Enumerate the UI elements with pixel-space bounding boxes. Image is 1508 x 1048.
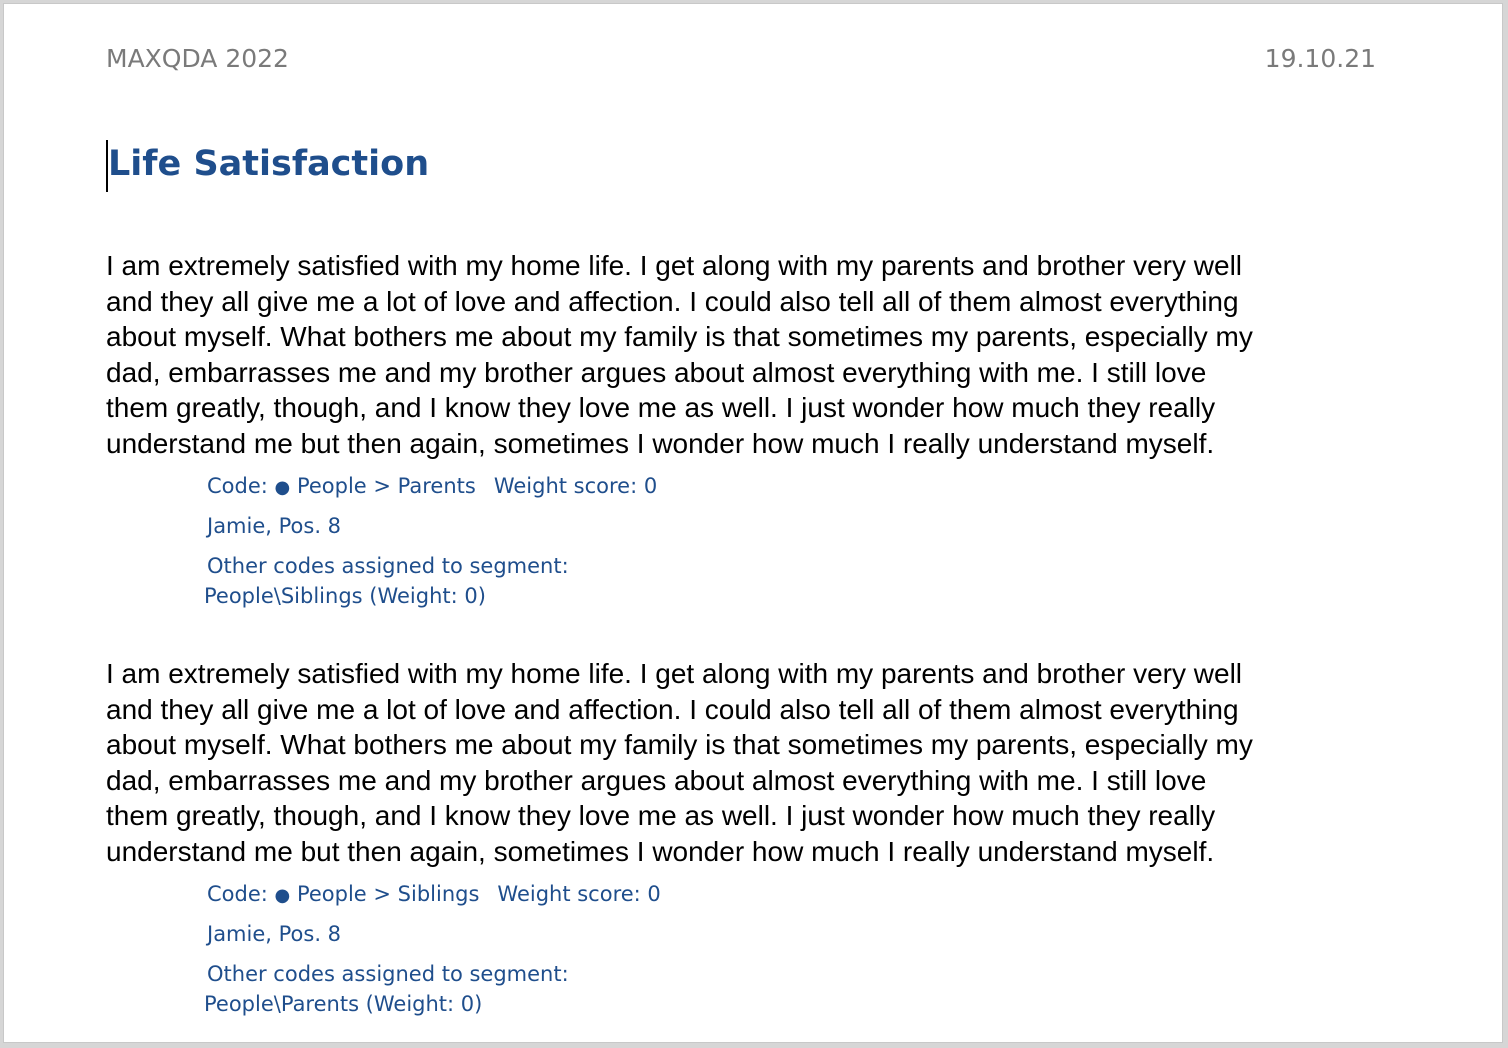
segment-line: and they all give me a lot of love and affection. I could also tell all of them almost everything <box>106 285 1239 317</box>
code-prefix: Code: <box>207 882 268 906</box>
segment-line: about myself. What bothers me about my family is that sometimes my parents, especially my <box>106 729 1253 760</box>
segment-line: understand me but then again, sometimes I wonder how much I really understand myself. <box>106 427 1215 459</box>
other-code-item: People\Siblings (Weight: 0) <box>204 584 486 608</box>
segment-text[interactable] <box>106 656 1406 869</box>
coded-segment <box>106 656 1406 1019</box>
code-name: People > Siblings <box>296 882 480 906</box>
other-code-item: People\Parents (Weight: 0) <box>204 992 483 1016</box>
document-reference: Jamie, Pos. 8 <box>207 514 342 538</box>
segment-line: them greatly, though, and I know they love me as well. I just wonder how much they really <box>106 392 1216 423</box>
segment-line: them greatly, though, and I know they love me as well. I just wonder how much they really <box>106 800 1216 831</box>
other-codes-label: Other codes assigned to segment: <box>207 554 569 578</box>
document-page <box>3 3 1503 1043</box>
header-date: 19.10.21 <box>1264 44 1376 73</box>
segment-line: dad, embarrasses me and my brother argues about almost everything with me. I still love <box>106 764 1207 796</box>
code-color-dot-icon: ● <box>274 477 291 498</box>
coded-segment <box>106 248 1406 611</box>
code-info <box>207 471 1406 501</box>
document-reference: Jamie, Pos. 8 <box>207 922 342 946</box>
header-app-name: MAXQDA 2022 <box>106 44 289 73</box>
weight-score: Weight score: 0 <box>497 882 661 906</box>
segment-text[interactable] <box>106 248 1406 461</box>
document-title[interactable]: Life Satisfaction <box>108 144 430 184</box>
segment-line: I am extremely satisfied with my home life. I get along with my parents and brother very well <box>106 250 1243 281</box>
code-color-dot-icon: ● <box>274 885 291 906</box>
segment-line: understand me but then again, sometimes I wonder how much I really understand myself. <box>106 835 1215 867</box>
segment-line: about myself. What bothers me about my family is that sometimes my parents, especially my <box>106 321 1253 352</box>
segment-line: I am extremely satisfied with my home life. I get along with my parents and brother very well <box>106 658 1243 689</box>
code-info <box>207 879 1406 909</box>
code-prefix: Code: <box>207 474 268 498</box>
segment-line: and they all give me a lot of love and affection. I could also tell all of them almost everything <box>106 693 1239 725</box>
code-name: People > Parents <box>296 474 476 498</box>
weight-score: Weight score: 0 <box>493 474 658 498</box>
other-codes-label: Other codes assigned to segment: <box>207 962 569 986</box>
segment-line: dad, embarrasses me and my brother argues about almost everything with me. I still love <box>106 356 1207 388</box>
